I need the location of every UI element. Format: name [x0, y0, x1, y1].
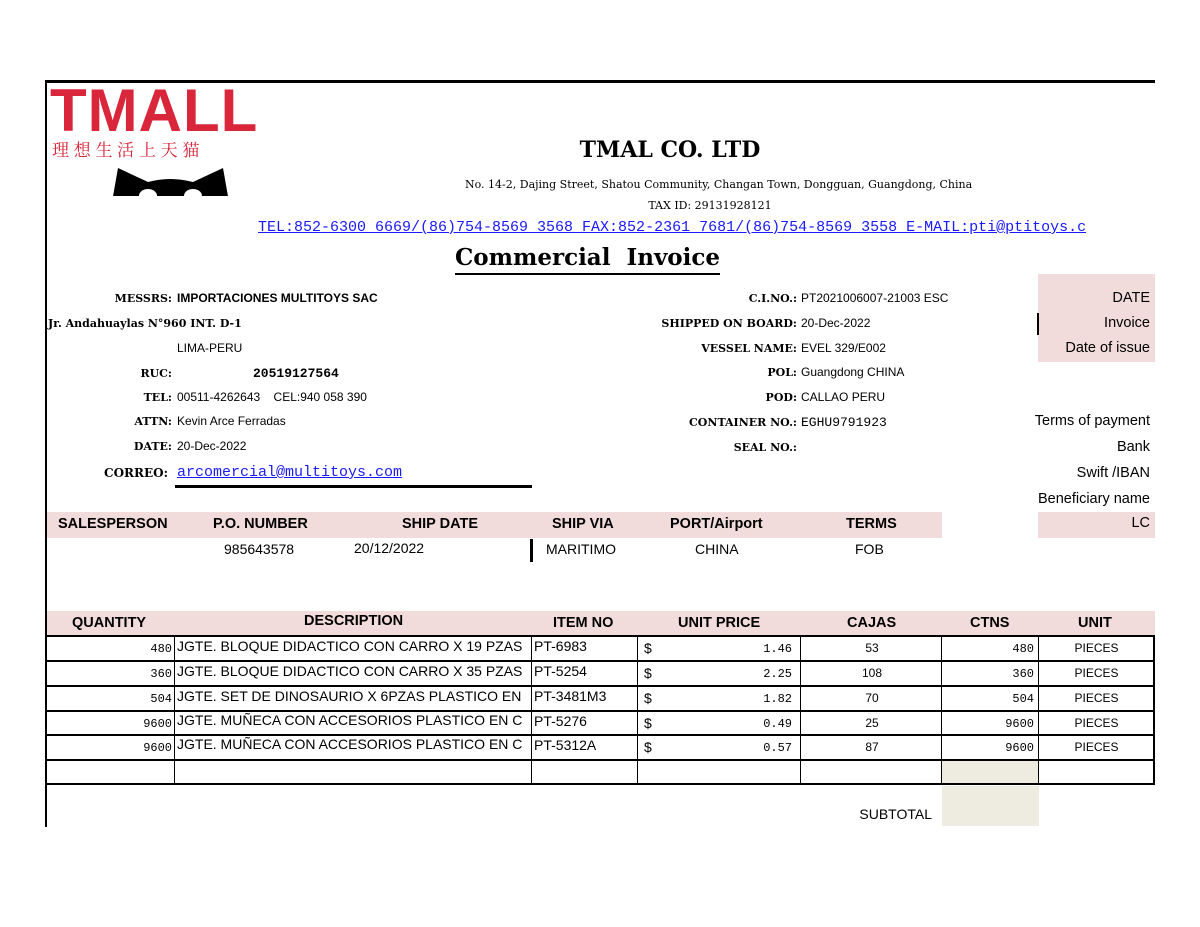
side-swift: Swift /IBAN	[1076, 465, 1150, 481]
item-currency: $	[644, 715, 652, 731]
item-currency: $	[644, 665, 652, 681]
item-quantity: 480	[150, 642, 172, 656]
left-border-upper	[45, 80, 47, 195]
item-unit: PIECES	[1074, 740, 1119, 754]
order-header-terms: TERMS	[846, 516, 897, 532]
empty-row-ctns-fill	[942, 761, 1038, 783]
order-header-ship-date: SHIP DATE	[402, 516, 479, 532]
messrs-value: IMPORTACIONES MULTITOYS SAC	[177, 291, 378, 305]
item-quantity: 9600	[143, 741, 172, 755]
item-currency: $	[644, 690, 652, 706]
items-header-ctns: CTNS	[970, 615, 1010, 631]
pod-label: POD:	[765, 391, 797, 404]
correo-underline	[175, 485, 532, 488]
pod-value: CALLAO PERU	[801, 390, 886, 404]
items-col-line-right	[1153, 635, 1155, 785]
item-description: JGTE. BLOQUE DIDACTICO CON CARRO X 35 PZAS	[177, 663, 523, 679]
items-header-quantity: QUANTITY	[72, 615, 147, 631]
order-header-salesperson: SALESPERSON	[58, 516, 168, 532]
item-ctns: 480	[1012, 642, 1034, 656]
items-header-unit-price: UNIT PRICE	[678, 615, 761, 631]
subtotal-label: SUBTOTAL	[859, 806, 932, 822]
item-number: PT-3481M3	[534, 688, 607, 704]
pol-value: Guangdong CHINA	[801, 365, 905, 379]
item-number: PT-5312A	[534, 737, 597, 753]
company-address: No. 14-2, Dajing Street, Shatou Community, Changan Town, Dongguan, Guangdong, China	[465, 178, 973, 191]
item-cajas: 25	[865, 716, 879, 730]
side-date: DATE	[1112, 290, 1150, 306]
order-header-band	[47, 512, 942, 538]
item-number: PT-5254	[534, 663, 587, 679]
table-row	[47, 687, 1153, 710]
item-unit: PIECES	[1074, 666, 1119, 680]
item-ctns: 9600	[1005, 741, 1034, 755]
item-unit-price: 1.46	[763, 642, 792, 656]
item-description: JGTE. BLOQUE DIDACTICO CON CARRO X 19 PZAS	[177, 638, 523, 654]
seal-label: SEAL NO.:	[733, 441, 797, 454]
terms-value: FOB	[855, 541, 884, 557]
company-name: TMAL CO. LTD	[579, 137, 761, 163]
item-ctns: 504	[1012, 692, 1034, 706]
item-currency: $	[644, 640, 652, 656]
items-header-unit: UNIT	[1078, 615, 1112, 631]
subtotal-value-cell	[942, 786, 1039, 826]
ci-label: C.I.NO.:	[748, 292, 797, 305]
item-quantity: 9600	[143, 717, 172, 731]
item-unit: PIECES	[1074, 716, 1119, 730]
item-number: PT-6983	[534, 638, 587, 654]
items-header-description: DESCRIPTION	[304, 613, 404, 629]
order-header-port: PORT/Airport	[670, 516, 763, 532]
cat-face-icon	[108, 162, 233, 196]
items-header-cajas: CAJAS	[847, 615, 897, 631]
vessel-label: VESSEL NAME:	[701, 342, 797, 355]
messrs-label: MESSRS:	[114, 292, 172, 305]
top-border	[45, 80, 1155, 83]
tel-value: 00511-4262643 CEL:940 058 390	[177, 390, 367, 404]
table-row	[47, 637, 1153, 660]
item-unit-price: 1.82	[763, 692, 792, 706]
side-beneficiary: Beneficiary name	[1037, 491, 1150, 507]
date-label: DATE:	[133, 440, 172, 453]
item-unit-price: 0.49	[763, 717, 792, 731]
item-cajas: 87	[865, 740, 879, 754]
attn-value: Kevin Arce Ferradas	[177, 414, 286, 428]
pol-label: POL:	[767, 366, 797, 379]
ship-via-value: MARITIMO	[546, 541, 616, 557]
container-label: CONTAINER NO.:	[689, 416, 797, 429]
side-bank: Bank	[1116, 439, 1150, 455]
company-contact-line[interactable]: TEL:852-6300 6669/(86)754-8569 3568 FAX:852-2361 7681/(86)754-8569 3558 E-MAIL:pti@ptitoys.c	[258, 219, 1087, 236]
ruc-value: 20519127564	[253, 366, 339, 381]
item-number: PT-5276	[534, 713, 587, 729]
shipped-label: SHIPPED ON BOARD:	[661, 317, 797, 330]
order-header-ship-via: SHIP VIA	[552, 516, 614, 532]
port-value: CHINA	[695, 541, 739, 557]
ship-via-marker	[530, 539, 533, 562]
order-header-po-number: P.O. NUMBER	[213, 516, 308, 532]
item-unit-price: 2.25	[763, 667, 792, 681]
item-ctns: 360	[1012, 667, 1034, 681]
invoice-title: Commercial Invoice	[455, 243, 720, 275]
attn-label: ATTN:	[134, 415, 172, 428]
table-row	[47, 736, 1153, 759]
item-description: JGTE. MUÑECA CON ACCESORIOS PLASTICO EN C	[177, 712, 523, 728]
side-lc: LC	[1131, 515, 1150, 531]
item-cajas: 108	[861, 666, 883, 680]
logo-tagline: 理 想 生 活 上 天 猫	[52, 141, 200, 160]
item-quantity: 360	[150, 667, 172, 681]
po-number-value: 985643578	[224, 541, 295, 557]
shipped-value: 20-Dec-2022	[801, 316, 871, 330]
ruc-label: RUC:	[140, 367, 172, 380]
item-unit: PIECES	[1074, 691, 1119, 705]
company-tax-id: TAX ID: 29131928121	[648, 199, 772, 212]
buyer-address-line2: LIMA-PERU	[177, 341, 243, 355]
item-unit-price: 0.57	[763, 741, 792, 755]
table-row	[47, 662, 1153, 685]
item-unit: PIECES	[1074, 641, 1119, 655]
side-invoice: Invoice	[1104, 315, 1150, 331]
ship-date-value: 20/12/2022	[354, 540, 425, 556]
logo-wordmark: TMALL	[50, 84, 259, 144]
item-cajas: 70	[865, 691, 879, 705]
item-description: JGTE. MUÑECA CON ACCESORIOS PLASTICO EN C	[177, 736, 523, 752]
side-date-of-issue: Date of issue	[1065, 340, 1150, 356]
tel-label: TEL:	[143, 391, 172, 404]
correo-email-link[interactable]: arcomercial@multitoys.com	[177, 464, 403, 481]
item-ctns: 9600	[1005, 717, 1034, 731]
side-terms-of-payment: Terms of payment	[1034, 413, 1150, 429]
buyer-address-line1: Jr. Andahuaylas N°960 INT. D-1	[48, 317, 242, 330]
item-cajas: 53	[865, 641, 879, 655]
item-currency: $	[644, 739, 652, 755]
correo-label: CORREO:	[104, 466, 168, 480]
vessel-value: EVEL 329/E002	[801, 341, 886, 355]
items-header-item-no: ITEM NO	[553, 615, 614, 631]
item-description: JGTE. SET DE DINOSAURIO X 6PZAS PLASTICO EN	[177, 688, 522, 704]
tmall-logo	[48, 84, 293, 196]
item-quantity: 504	[150, 692, 172, 706]
table-row	[47, 712, 1153, 734]
ci-value: PT2021006007-21003 ESC	[801, 291, 949, 305]
container-value: EGHU9791923	[801, 415, 887, 430]
items-grid-bottom	[45, 783, 1155, 785]
date-value: 20-Dec-2022	[177, 439, 247, 453]
